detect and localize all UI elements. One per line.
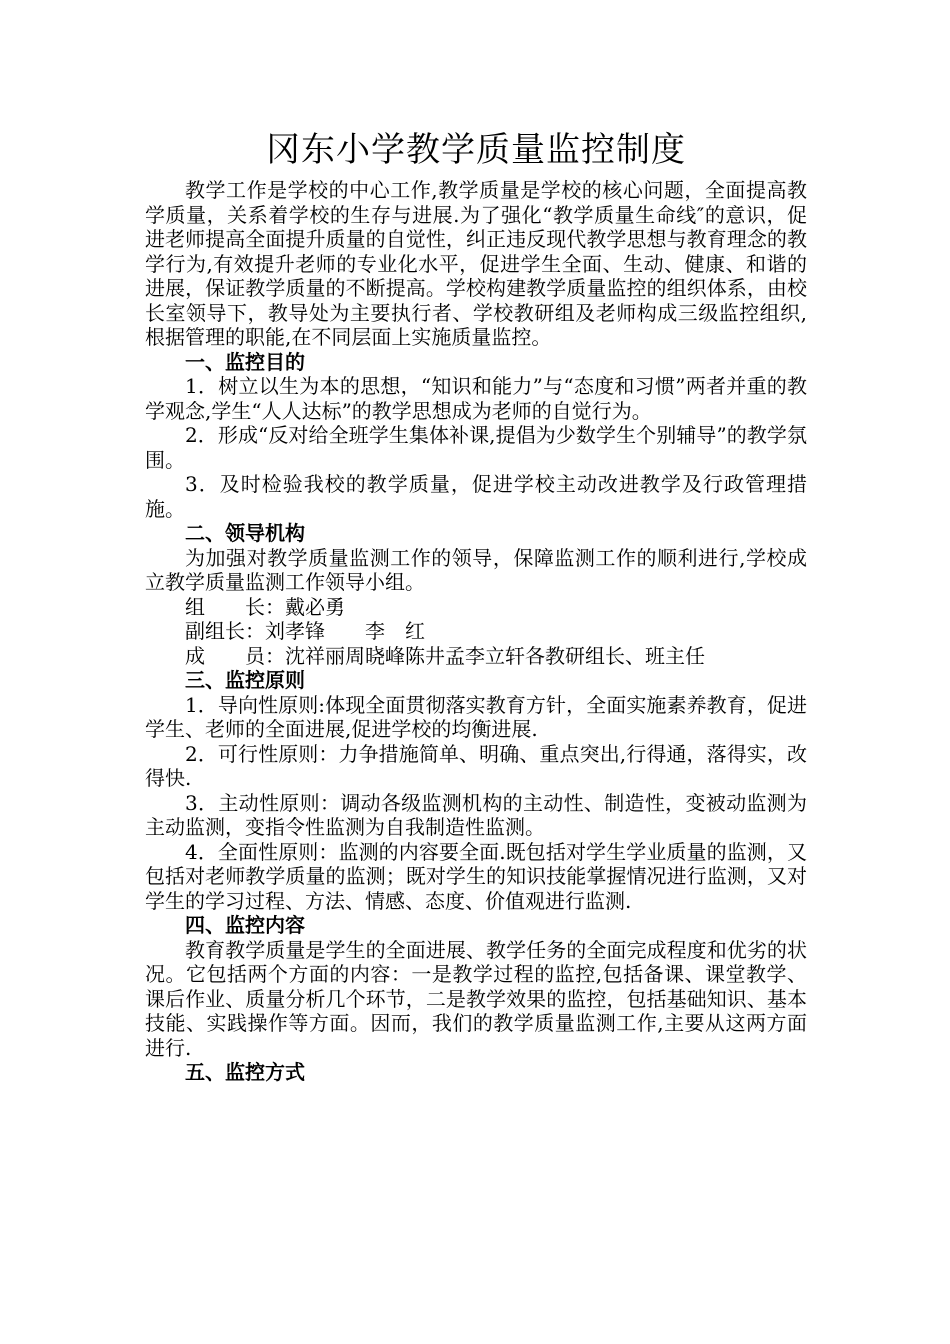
objective-item: 2．形成“反对给全班学生集体补课,提倡为少数学生个别辅导”的教学氛围。 (145, 423, 807, 472)
principle-item: 3．主动性原则：调动各级监测机构的主动性、制造性，变被动监测为主动监测，变指令性监测为自我制造性监测。 (145, 790, 807, 839)
deputy-label: 副组长： (185, 619, 265, 643)
intro-paragraph: 教学工作是学校的中心工作,教学质量是学校的核心问题，全面提高教学质量，关系着学校的生存与进展.为了强化“教学质量生命线″的意识，促进老师提高全面提升质量的自觉性，纠正违反现代教学思想与教育理念的教学行为,有效提升老师的专业化水平，促进学生全面、生动、健康、和谐的进展，保证教学质量的不断提高。学校构建教学质量监控的组织体系，由校长室领导下，教导处为主要执行者、学校教研组及老师构成三级监控组织,根据管理的职能,在不同层面上实施质量监控。 (145, 178, 807, 349)
leadership-intro: 为加强对教学质量监测工作的领导，保障监测工作的顺利进行,学校成立教学质量监测工作领导小组。 (145, 545, 807, 594)
deputy-name-1: 刘孝锋 (265, 619, 325, 643)
content-paragraph: 教育教学质量是学生的全面进展、教学任务的全面完成程度和优劣的状况。它包括两个方面的内容：一是教学过程的监控,包括备课、课堂教学、课后作业、质量分析几个环节，二是教学效果的监控，包括基础知识、基本技能、实践操作等方面。因而，我们的教学质量监测工作,主要从这两方面进行. (145, 937, 807, 1060)
section-heading-principles: 三、监控原则 (185, 668, 305, 692)
leader-label: 组 长： (185, 594, 285, 619)
section-heading-content: 四、监控内容 (185, 913, 305, 937)
leader-line (145, 595, 807, 620)
objective-item: 3．及时检验我校的教学质量，促进学校主动改进教学及行政管理措施。 (145, 472, 807, 521)
members-label: 成 员： (185, 643, 285, 668)
section-heading-leadership: 二、领导机构 (185, 521, 305, 545)
section-heading-methods: 五、监控方式 (185, 1060, 305, 1084)
principle-item: 1．导向性原则:体现全面贯彻落实教育方针，全面实施素养教育，促进学生、老师的全面进展,促进学校的均衡进展. (145, 692, 807, 741)
section-heading-objectives: 一、监控目的 (185, 349, 305, 374)
leader-name: 戴必勇 (285, 594, 345, 619)
principle-item: 2．可行性原则：力争措施简单、明确、重点突出,行得通，落得实，改得快. (145, 741, 807, 790)
deputy-line (145, 619, 807, 644)
objective-item: 1．树立以生为本的思想，“知识和能力”与“态度和习惯”两者并重的教学观念,学生“人人达标”的教学思想成为老师的自觉行为。 (145, 374, 807, 423)
deputy-name-2: 李 红 (365, 619, 425, 643)
document-title: 冈东小学教学质量监控制度 (266, 130, 686, 170)
members-names: 沈祥丽周晓峰陈井孟李立轩各教研组长、班主任 (285, 643, 705, 668)
principle-item: 4．全面性原则：监测的内容要全面.既包括对学生学业质量的监测，又包括对老师教学质量的监测；既对学生的知识技能掌握情况进行监测，又对学生的学习过程、方法、情感、态度、价值观进行监测. (145, 839, 807, 913)
members-line (145, 644, 807, 669)
